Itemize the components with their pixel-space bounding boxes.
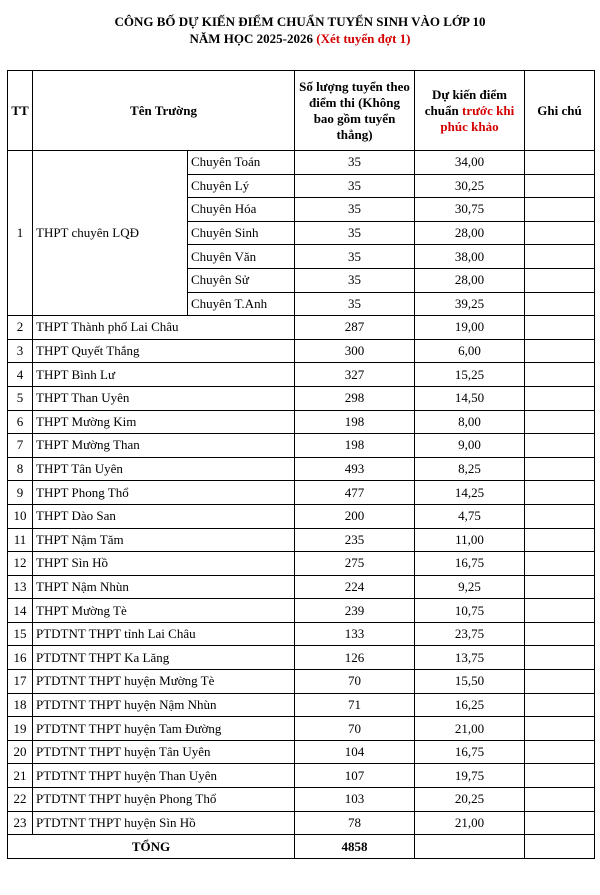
table-row bbox=[8, 740, 595, 764]
note-cell bbox=[525, 552, 595, 576]
quota-value: 35 bbox=[295, 198, 415, 222]
table-row bbox=[8, 599, 595, 623]
row-number: 21 bbox=[8, 764, 33, 788]
school-name: THPT Thành phố Lai Châu bbox=[33, 316, 295, 340]
quota-value: 35 bbox=[295, 292, 415, 316]
note-cell bbox=[525, 481, 595, 505]
row-number: 10 bbox=[8, 504, 33, 528]
table-row bbox=[8, 316, 595, 340]
cutoff-score: 28,00 bbox=[415, 268, 525, 292]
quota-value: 239 bbox=[295, 599, 415, 623]
header-score-note: trước khi phúc khảo bbox=[440, 102, 515, 134]
row-number: 4 bbox=[8, 363, 33, 387]
total-label: TỔNG bbox=[8, 835, 295, 859]
specialized-class-name: Chuyên Sinh bbox=[188, 221, 295, 245]
quota-value: 71 bbox=[295, 693, 415, 717]
specialized-class-name: Chuyên T.Anh bbox=[188, 292, 295, 316]
school-name: THPT Mường Tè bbox=[33, 599, 295, 623]
quota-value: 327 bbox=[295, 363, 415, 387]
header-school: Tên Trường bbox=[33, 71, 295, 151]
quota-value: 35 bbox=[295, 174, 415, 198]
cutoff-score: 16,75 bbox=[415, 552, 525, 576]
school-year: NĂM HỌC 2025-2026 bbox=[189, 31, 314, 46]
row-number: 16 bbox=[8, 646, 33, 670]
quota-value: 107 bbox=[295, 764, 415, 788]
table-row bbox=[8, 717, 595, 741]
note-cell bbox=[525, 599, 595, 623]
quota-value: 35 bbox=[295, 151, 415, 175]
note-cell bbox=[525, 198, 595, 222]
cutoff-score: 4,75 bbox=[415, 504, 525, 528]
quota-value: 275 bbox=[295, 552, 415, 576]
cutoff-score: 30,25 bbox=[415, 174, 525, 198]
table-row bbox=[8, 575, 595, 599]
note-cell bbox=[525, 316, 595, 340]
note-cell bbox=[525, 174, 595, 198]
school-name: THPT Mường Kim bbox=[33, 410, 295, 434]
cutoff-score: 8,00 bbox=[415, 410, 525, 434]
total-note-cell bbox=[525, 835, 595, 859]
specialized-class-name: Chuyên Hóa bbox=[188, 198, 295, 222]
quota-value: 126 bbox=[295, 646, 415, 670]
cutoff-score: 14,25 bbox=[415, 481, 525, 505]
cutoff-score: 39,25 bbox=[415, 292, 525, 316]
school-name: THPT Than Uyên bbox=[33, 386, 295, 410]
table-row bbox=[8, 693, 595, 717]
row-number: 8 bbox=[8, 457, 33, 481]
quota-value: 35 bbox=[295, 245, 415, 269]
document-subtitle bbox=[0, 30, 600, 47]
cutoff-score: 16,25 bbox=[415, 693, 525, 717]
quota-value: 493 bbox=[295, 457, 415, 481]
table-row bbox=[8, 386, 595, 410]
cutoff-score: 19,75 bbox=[415, 764, 525, 788]
cutoff-score: 21,00 bbox=[415, 811, 525, 835]
quota-value: 78 bbox=[295, 811, 415, 835]
school-name: PTDTNT THPT tỉnh Lai Châu bbox=[33, 622, 295, 646]
specialized-class-name: Chuyên Văn bbox=[188, 245, 295, 269]
table-row bbox=[8, 552, 595, 576]
school-name: THPT Tân Uyên bbox=[33, 457, 295, 481]
total-score-cell bbox=[415, 835, 525, 859]
note-cell bbox=[525, 504, 595, 528]
cutoff-score: 16,75 bbox=[415, 740, 525, 764]
quota-value: 287 bbox=[295, 316, 415, 340]
note-cell bbox=[525, 339, 595, 363]
cutoff-score: 6,00 bbox=[415, 339, 525, 363]
note-cell bbox=[525, 151, 595, 175]
table-row bbox=[8, 434, 595, 458]
row-number: 12 bbox=[8, 552, 33, 576]
quota-value: 133 bbox=[295, 622, 415, 646]
quota-value: 198 bbox=[295, 434, 415, 458]
note-cell bbox=[525, 646, 595, 670]
row-number: 7 bbox=[8, 434, 33, 458]
header-quota: Số lượng tuyển theo điểm thi (Không bao gồm tuyển thẳng) bbox=[295, 71, 415, 151]
table-row bbox=[8, 788, 595, 812]
note-cell bbox=[525, 717, 595, 741]
note-cell bbox=[525, 410, 595, 434]
cutoff-score: 15,50 bbox=[415, 670, 525, 694]
note-cell bbox=[525, 811, 595, 835]
school-name: PTDTNT THPT Ka Lăng bbox=[33, 646, 295, 670]
cutoff-score: 38,00 bbox=[415, 245, 525, 269]
row-number: 2 bbox=[8, 316, 33, 340]
table-row bbox=[8, 410, 595, 434]
quota-value: 35 bbox=[295, 268, 415, 292]
cutoff-score: 28,00 bbox=[415, 221, 525, 245]
header-score-main: Dự kiến điểm chuẩn bbox=[424, 86, 507, 118]
row-number: 19 bbox=[8, 717, 33, 741]
cutoff-score: 30,75 bbox=[415, 198, 525, 222]
cutoff-score: 8,25 bbox=[415, 457, 525, 481]
school-name: THPT Quyết Thắng bbox=[33, 339, 295, 363]
note-cell bbox=[525, 221, 595, 245]
row-number: 1 bbox=[8, 151, 33, 316]
cutoff-score: 10,75 bbox=[415, 599, 525, 623]
cutoff-score-table bbox=[7, 70, 595, 859]
header-tt: TT bbox=[8, 71, 33, 151]
cutoff-score: 19,00 bbox=[415, 316, 525, 340]
cutoff-score: 34,00 bbox=[415, 151, 525, 175]
school-name: PTDTNT THPT huyện Phong Thổ bbox=[33, 788, 295, 812]
note-cell bbox=[525, 528, 595, 552]
note-cell bbox=[525, 693, 595, 717]
row-number: 9 bbox=[8, 481, 33, 505]
table-row bbox=[8, 339, 595, 363]
quota-value: 198 bbox=[295, 410, 415, 434]
row-number: 15 bbox=[8, 622, 33, 646]
cutoff-score: 11,00 bbox=[415, 528, 525, 552]
quota-value: 70 bbox=[295, 717, 415, 741]
cutoff-score: 21,00 bbox=[415, 717, 525, 741]
row-number: 3 bbox=[8, 339, 33, 363]
cutoff-score: 23,75 bbox=[415, 622, 525, 646]
note-cell bbox=[525, 575, 595, 599]
note-cell bbox=[525, 363, 595, 387]
note-cell bbox=[525, 670, 595, 694]
row-number: 23 bbox=[8, 811, 33, 835]
table-row bbox=[8, 481, 595, 505]
table-row bbox=[8, 504, 595, 528]
cutoff-score: 15,25 bbox=[415, 363, 525, 387]
row-number: 6 bbox=[8, 410, 33, 434]
school-name: PTDTNT THPT huyện Than Uyên bbox=[33, 764, 295, 788]
school-name: PTDTNT THPT huyện Nậm Nhùn bbox=[33, 693, 295, 717]
table-row bbox=[8, 363, 595, 387]
note-cell bbox=[525, 245, 595, 269]
specialized-class-name: Chuyên Lý bbox=[188, 174, 295, 198]
note-cell bbox=[525, 764, 595, 788]
note-cell bbox=[525, 740, 595, 764]
school-name: PTDTNT THPT huyện Sìn Hồ bbox=[33, 811, 295, 835]
table-row bbox=[8, 811, 595, 835]
row-number: 11 bbox=[8, 528, 33, 552]
row-number: 17 bbox=[8, 670, 33, 694]
quota-value: 235 bbox=[295, 528, 415, 552]
specialized-class-name: Chuyên Toán bbox=[188, 151, 295, 175]
table-row bbox=[8, 646, 595, 670]
school-name: THPT Sìn Hồ bbox=[33, 552, 295, 576]
header-note: Ghi chú bbox=[525, 71, 595, 151]
note-cell bbox=[525, 268, 595, 292]
quota-value: 103 bbox=[295, 788, 415, 812]
school-name: THPT Bình Lư bbox=[33, 363, 295, 387]
total-quota: 4858 bbox=[295, 835, 415, 859]
specialized-class-name: Chuyên Sử bbox=[188, 268, 295, 292]
school-name: THPT Dào San bbox=[33, 504, 295, 528]
round-label: (Xét tuyển đợt 1) bbox=[316, 31, 411, 46]
cutoff-score: 9,25 bbox=[415, 575, 525, 599]
school-name: THPT Nậm Nhùn bbox=[33, 575, 295, 599]
note-cell bbox=[525, 457, 595, 481]
cutoff-score: 9,00 bbox=[415, 434, 525, 458]
quota-value: 35 bbox=[295, 221, 415, 245]
school-name: THPT chuyên LQĐ bbox=[33, 151, 188, 316]
header-score bbox=[415, 71, 525, 151]
note-cell bbox=[525, 292, 595, 316]
quota-value: 298 bbox=[295, 386, 415, 410]
row-number: 13 bbox=[8, 575, 33, 599]
note-cell bbox=[525, 788, 595, 812]
table-row bbox=[8, 457, 595, 481]
quota-value: 104 bbox=[295, 740, 415, 764]
table-row bbox=[8, 622, 595, 646]
quota-value: 200 bbox=[295, 504, 415, 528]
row-number: 18 bbox=[8, 693, 33, 717]
table-row bbox=[8, 151, 595, 175]
table-header-row bbox=[8, 71, 595, 151]
quota-value: 70 bbox=[295, 670, 415, 694]
cutoff-score: 20,25 bbox=[415, 788, 525, 812]
note-cell bbox=[525, 622, 595, 646]
school-name: PTDTNT THPT huyện Mường Tè bbox=[33, 670, 295, 694]
note-cell bbox=[525, 386, 595, 410]
row-number: 14 bbox=[8, 599, 33, 623]
row-number: 20 bbox=[8, 740, 33, 764]
table-row bbox=[8, 528, 595, 552]
document-title: CÔNG BỐ DỰ KIẾN ĐIỂM CHUẨN TUYỂN SINH VÀO LỚP 10 bbox=[114, 14, 486, 29]
school-name: PTDTNT THPT huyện Tân Uyên bbox=[33, 740, 295, 764]
row-number: 5 bbox=[8, 386, 33, 410]
cutoff-score: 13,75 bbox=[415, 646, 525, 670]
cutoff-score: 14,50 bbox=[415, 386, 525, 410]
school-name: PTDTNT THPT huyện Tam Đường bbox=[33, 717, 295, 741]
quota-value: 300 bbox=[295, 339, 415, 363]
note-cell bbox=[525, 434, 595, 458]
quota-value: 224 bbox=[295, 575, 415, 599]
table-row bbox=[8, 670, 595, 694]
school-name: THPT Phong Thổ bbox=[33, 481, 295, 505]
table-row bbox=[8, 764, 595, 788]
total-row bbox=[8, 835, 595, 859]
quota-value: 477 bbox=[295, 481, 415, 505]
row-number: 22 bbox=[8, 788, 33, 812]
school-name: THPT Mường Than bbox=[33, 434, 295, 458]
school-name: THPT Nậm Tăm bbox=[33, 528, 295, 552]
